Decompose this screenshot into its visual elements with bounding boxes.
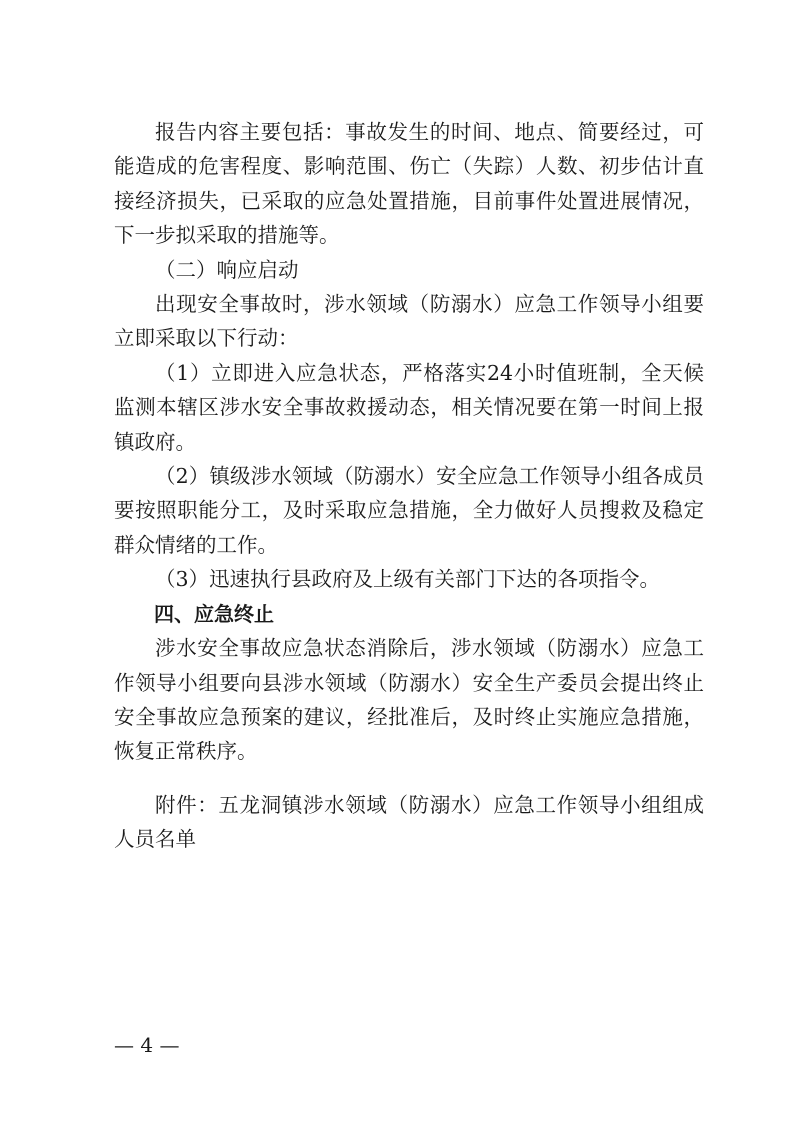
- response-start-subheading: （二）响应启动: [155, 257, 299, 282]
- termination-paragraph: 涉水安全事故应急状态消除后，涉水领域（防溺水）应急工作领导小组要向县涉水领域（防溺水）安全生产委员会提出终止安全事故应急预案的建议，经批准后，及时终止实施应急措施，恢复正常秩序。: [114, 636, 704, 764]
- action-item-3: （3）迅速执行县政府及上级有关部门下达的各项指令。: [155, 567, 661, 592]
- action-item-2: （2）镇级涉水领域（防溺水）安全应急工作领导小组各成员要按照职能分工，及时采取应急措施，全力做好人员搜救及稳定群众情绪的工作。: [114, 464, 704, 557]
- page-number: — 4 —: [114, 1033, 180, 1057]
- document-body: [114, 115, 704, 857]
- attachment-note: 附件：五龙洞镇涉水领域（防溺水）应急工作领导小组组成人员名单: [114, 792, 704, 852]
- report-content-paragraph: 报告内容主要包括：事故发生的时间、地点、简要经过，可能造成的危害程度、影响范围、伤亡（失踪）人数、初步估计直接经济损失，已采取的应急处置措施，目前事件处置进展情况，下一步拟采取的措施等。: [114, 120, 704, 248]
- response-intro-paragraph: 出现安全事故时，涉水领域（防溺水）应急工作领导小组要立即采取以下行动：: [114, 292, 704, 351]
- section-heading-termination: 四、应急终止: [154, 601, 274, 626]
- action-item-1: （1）立即进入应急状态，严格落实24小时值班制，全天候监测本辖区涉水安全事故救援动态，相关情况要在第一时间上报镇政府。: [114, 360, 704, 454]
